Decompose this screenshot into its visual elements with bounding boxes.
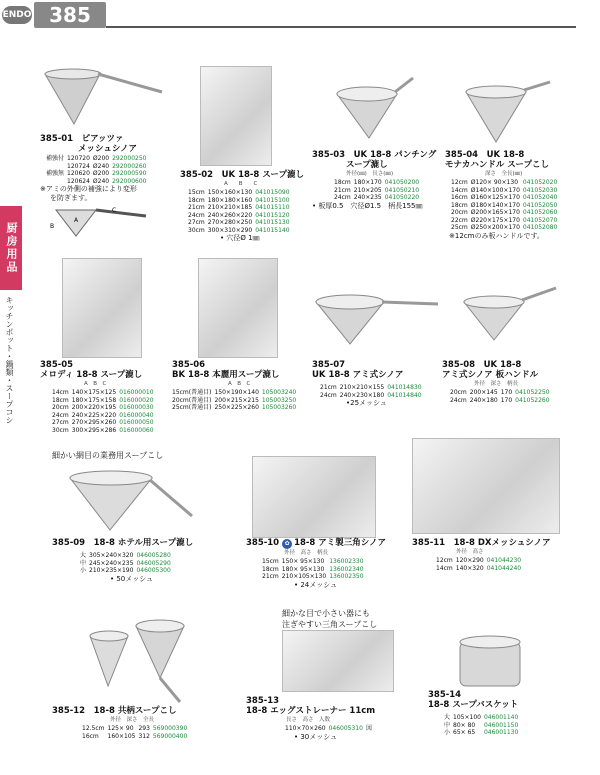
product-photo-385-03 bbox=[335, 72, 415, 142]
item-385-12: 385-12 18-8 共柄スープこし 外径 深さ 全長 12.5cm 125× 90 293 569000390 16cm 160×105 312 569000400 bbox=[52, 706, 188, 740]
category-label: キッチンポット・鍋類・スープコシ bbox=[5, 296, 14, 424]
section-heading-small-line1: 細かな目で小さい器にも bbox=[282, 609, 370, 618]
item-385-07: 385-07 UK 18-8 アミ式シノア 21cm 210×210×155 041014830 24cm 240×230×180 041014840 •25メッシュ bbox=[312, 360, 422, 407]
product-photo-385-07 bbox=[312, 288, 442, 348]
item-385-05: 385-05 メロディ 18-8 スープ漉し A B C 14cm 140×175×125 016000010 18cm 180×175×158 016000020 20cm 200×220×195 016000030 24cm 240×225×220 016000040 27cm 270×295×260 016000050 30cm 300×295×286 016000060 bbox=[40, 360, 154, 434]
header-rule bbox=[106, 26, 576, 28]
page-number: 385 bbox=[34, 2, 106, 28]
brand-logo: ENDO bbox=[2, 6, 32, 24]
item-385-03: 385-03 UK 18-8 パンチング スープ漉し 外径(㎜) 長さ(㎜) 18cm 180×170 041050200 21cm 210×205 041050210 24cm 240×235 041050220 • 板厚0.5 穴径Ø1.5 柄長155㎜ bbox=[312, 150, 437, 210]
product-photo-385-14 bbox=[456, 632, 526, 690]
product-photo-385-13 bbox=[282, 630, 394, 692]
product-photo-385-05 bbox=[62, 258, 142, 358]
product-photo-385-12 bbox=[84, 616, 194, 706]
product-photo-385-10 bbox=[252, 456, 376, 538]
diagram-label-c: C bbox=[112, 207, 117, 214]
item-385-09: 385-09 18-8 ホテル用スープ漉し 大 305×240×320 046005280 中 245×240×235 046005290 小 210×235×190 046005300 • 50メッシュ bbox=[52, 538, 194, 583]
item-385-11: 385-11 18-8 DXメッシュシノア 外径 高さ 12cm 120×290 041044230 14cm 140×320 041044240 bbox=[412, 538, 551, 572]
section-heading-small-line2: 注ぎやすい三角スープこし bbox=[282, 620, 378, 629]
item-385-10: 385-10 ✿ 18-8 アミ製三角シノア 外径 高さ 柄長 15cm 150× 95×130 136002330 18cm 180× 95×130 136002340 21cm 210×105×130 136002350 • 24メッシュ bbox=[246, 538, 386, 589]
product-photo-385-08 bbox=[460, 284, 560, 344]
section-heading-pro: 細かい網目の業務用スープこし bbox=[52, 451, 164, 460]
item-385-02: 385-02 UK 18-8 スープ漉し A B C 15cm 150×160×130 041015090 18cm 180×180×160 041015100 21cm 210×210×185 041015110 24cm 240×260×220 041015120 27cm 270×280×250 041015130 30cm 300×310×290 041015140 • 穴径Ø 1㎜ bbox=[180, 170, 304, 242]
item-385-06: 385-06 BK 18-8 本麗用スープ漉し A B C 15cm(普通目) 150×190×140 105003240 20cm(普通目) 200×215×215 105003250 25cm(普通目) 250×225×260 105003260 bbox=[172, 360, 297, 411]
item-385-01: 385-01 ピアッツァ メッシュシノア 補強付 120720 Ø200 292000250 120724 Ø240 292000260 補強無 120620 Ø200 292000590 120624 Ø240 292000600 ※アミの外側の補強により変形 を防ぎます。 bbox=[40, 134, 147, 202]
new-badge-icon: ✿ bbox=[282, 539, 292, 549]
product-photo-385-11 bbox=[412, 438, 560, 534]
diagram-label-b: B bbox=[50, 223, 55, 230]
item-385-08: 385-08 UK 18-8 アミ式シノア 板ハンドル 外径 深さ 柄長 20cm 200×145 170 041052250 24cm 240×180 170 041052260 bbox=[442, 360, 550, 404]
product-photo-385-04 bbox=[462, 78, 552, 148]
diagram-label-a: A bbox=[74, 217, 79, 224]
dimension-diagram bbox=[42, 202, 152, 238]
product-photo-385-06 bbox=[198, 258, 278, 358]
item-385-04: 385-04 UK 18-8 モナカハンドル スープこし 深さ 全長(㎜) 12cm Ø120× 90×130 041052020 14cm Ø140×100×170 041052030 16cm Ø160×125×170 041052040 18cm Ø180×140×170 041052050 20cm Ø200×165×170 041052060 22cm Ø220×175×170 041052070 25cm Ø250×200×170 041052080 ※12cmのみ板ハンドルです。 bbox=[445, 150, 558, 240]
item-385-13: 385-13 18-8 エッグストレーナー 11cm 長さ 高さ 入数 110×70×260 046005310 図 • 30メッシュ bbox=[246, 696, 376, 741]
product-photo-385-09 bbox=[66, 466, 196, 534]
category-tab: 厨房用品 bbox=[0, 206, 22, 290]
product-photo-385-01 bbox=[40, 62, 170, 132]
product-photo-385-02 bbox=[200, 66, 272, 166]
item-385-14: 385-14 18-8 スープバスケット 大 105×100 046001140 中 80× 80 046001150 小 65× 65 046001130 bbox=[428, 690, 519, 736]
